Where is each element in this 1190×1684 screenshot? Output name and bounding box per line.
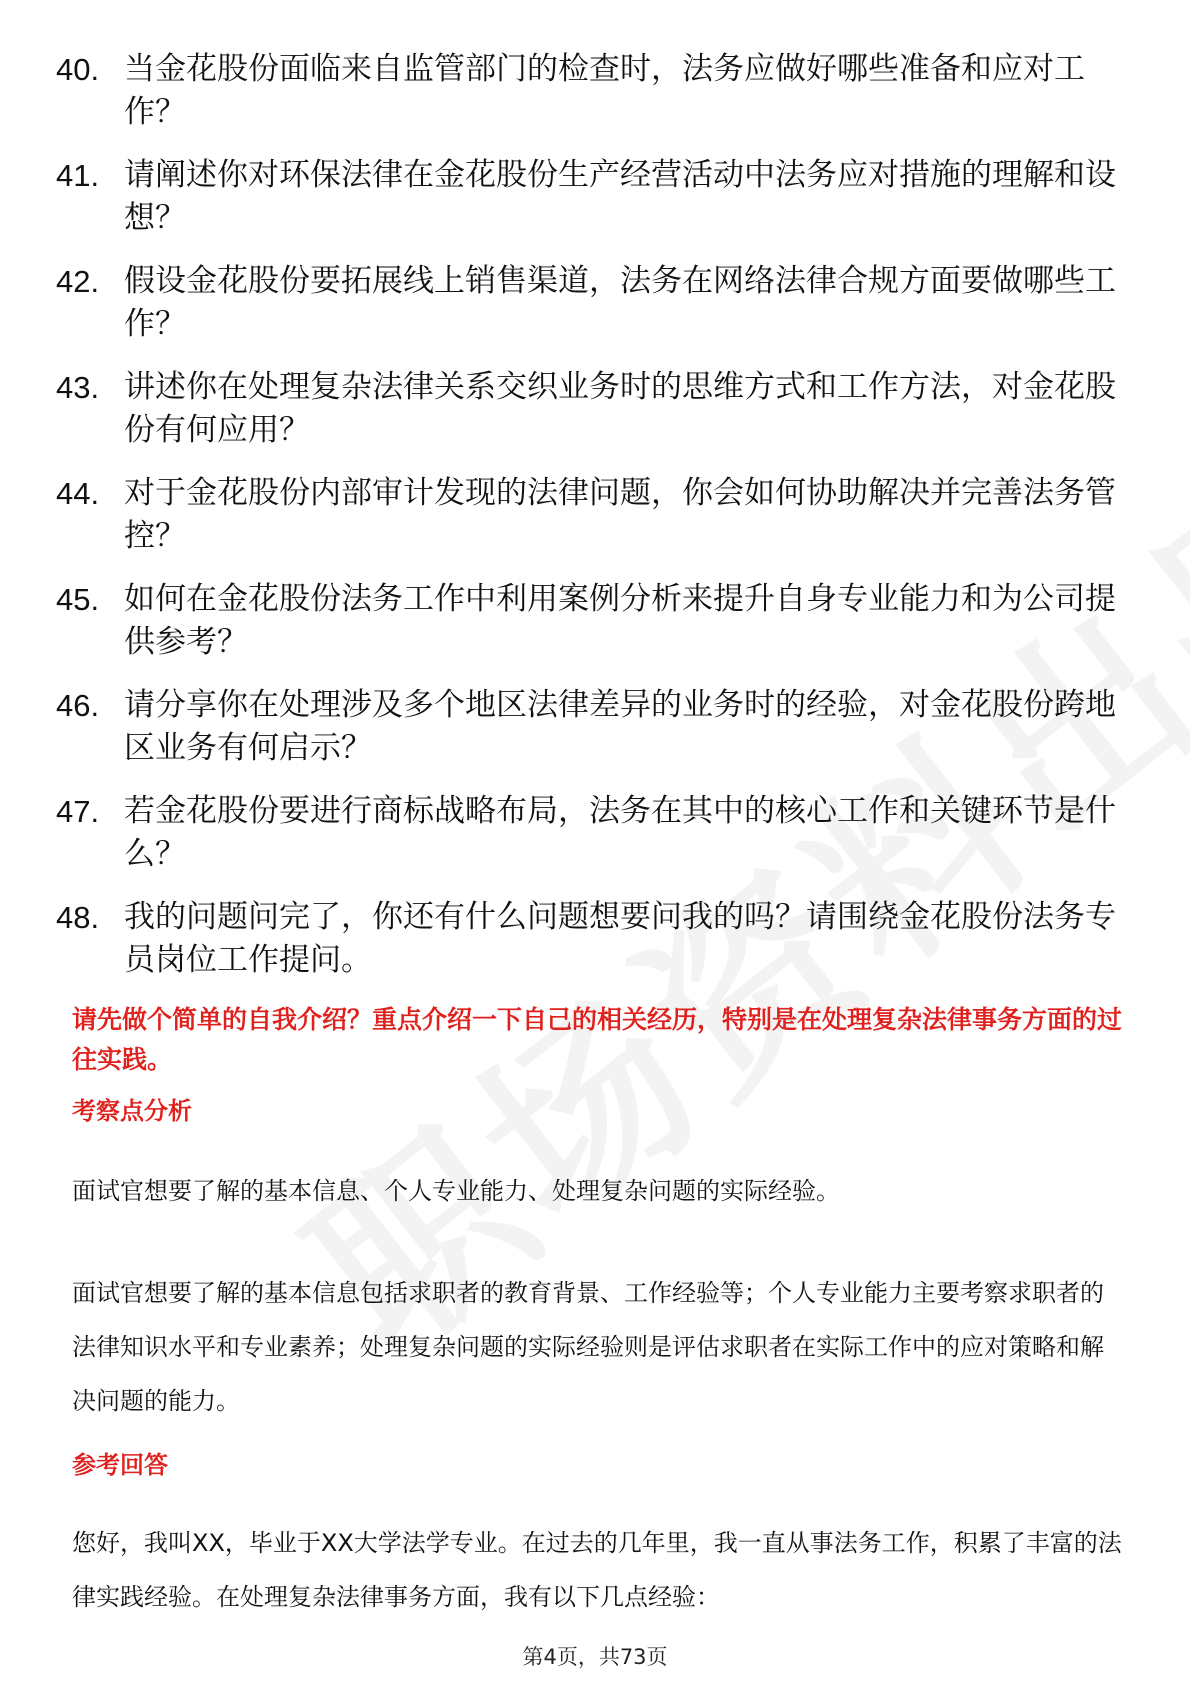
question-text: 请分享你在处理涉及多个地区法律差异的业务时的经验，对金花股份跨地区业务有何启示？ — [124, 687, 1116, 766]
question-item — [56, 260, 1136, 346]
question-number: 43. — [56, 370, 100, 405]
question-number: 46. — [56, 688, 100, 723]
question-text: 对于金花股份内部审计发现的法律问题，你会如何协助解决并完善法务管控？ — [124, 475, 1116, 554]
question-text: 请阐述你对环保法律在金花股份生产经营活动中法务应对措施的理解和设想？ — [124, 157, 1116, 236]
question-item — [56, 684, 1136, 770]
analysis-paragraph-2: 面试官想要了解的基本信息包括求职者的教育背景、工作经验等；个人专业能力主要考察求职者的法律知识水平和专业素养；处理复杂问题的实际经验则是评估求职者在实际工作中的应对策略和解决问题的能力。 — [72, 1279, 1104, 1415]
question-item — [56, 48, 1136, 134]
question-item — [56, 366, 1136, 452]
question-item — [56, 154, 1136, 240]
question-number: 42. — [56, 264, 100, 299]
question-number: 41. — [56, 158, 100, 193]
analysis-title: 考察点分析 — [72, 1097, 192, 1125]
question-text: 假设金花股份要拓展线上销售渠道，法务在网络法律合规方面要做哪些工作？ — [124, 263, 1116, 342]
question-number: 47. — [56, 794, 100, 829]
question-text: 若金花股份要进行商标战略布局，法务在其中的核心工作和关键环节是什么？ — [124, 793, 1116, 872]
answer-paragraph-1: 您好，我叫XX，毕业于XX大学法学专业。在过去的几年里，我一直从事法务工作，积累了丰富的法律实践经验。在处理复杂法律事务方面，我有以下几点经验： — [72, 1529, 1122, 1611]
question-item — [56, 578, 1136, 664]
analysis-paragraph-1: 面试官想要了解的基本信息、个人专业能力、处理复杂问题的实际经验。 — [72, 1177, 840, 1205]
question-text: 讲述你在处理复杂法律关系交织业务时的思维方式和工作方法，对金花股份有何应用？ — [124, 369, 1116, 448]
question-text: 我的问题问完了，你还有什么问题想要问我的吗？请围绕金花股份法务专员岗位工作提问。 — [124, 899, 1116, 978]
question-number: 40. — [56, 52, 100, 87]
question-item — [56, 790, 1136, 876]
highlight-question: 请先做个简单的自我介绍？重点介绍一下自己的相关经历，特别是在处理复杂法律事务方面的过往实践。 — [72, 1005, 1123, 1074]
page-footer: 第4页，共73页 — [522, 1645, 668, 1669]
question-text: 当金花股份面临来自监管部门的检查时，法务应做好哪些准备和应对工作？ — [124, 51, 1085, 130]
question-number: 48. — [56, 900, 100, 935]
question-item — [56, 896, 1136, 982]
question-list — [56, 48, 1136, 1002]
question-number: 44. — [56, 476, 100, 511]
question-number: 45. — [56, 582, 100, 617]
answer-title: 参考回答 — [72, 1451, 168, 1479]
question-text: 如何在金花股份法务工作中利用案例分析来提升自身专业能力和为公司提供参考？ — [124, 581, 1116, 660]
question-item — [56, 472, 1136, 558]
